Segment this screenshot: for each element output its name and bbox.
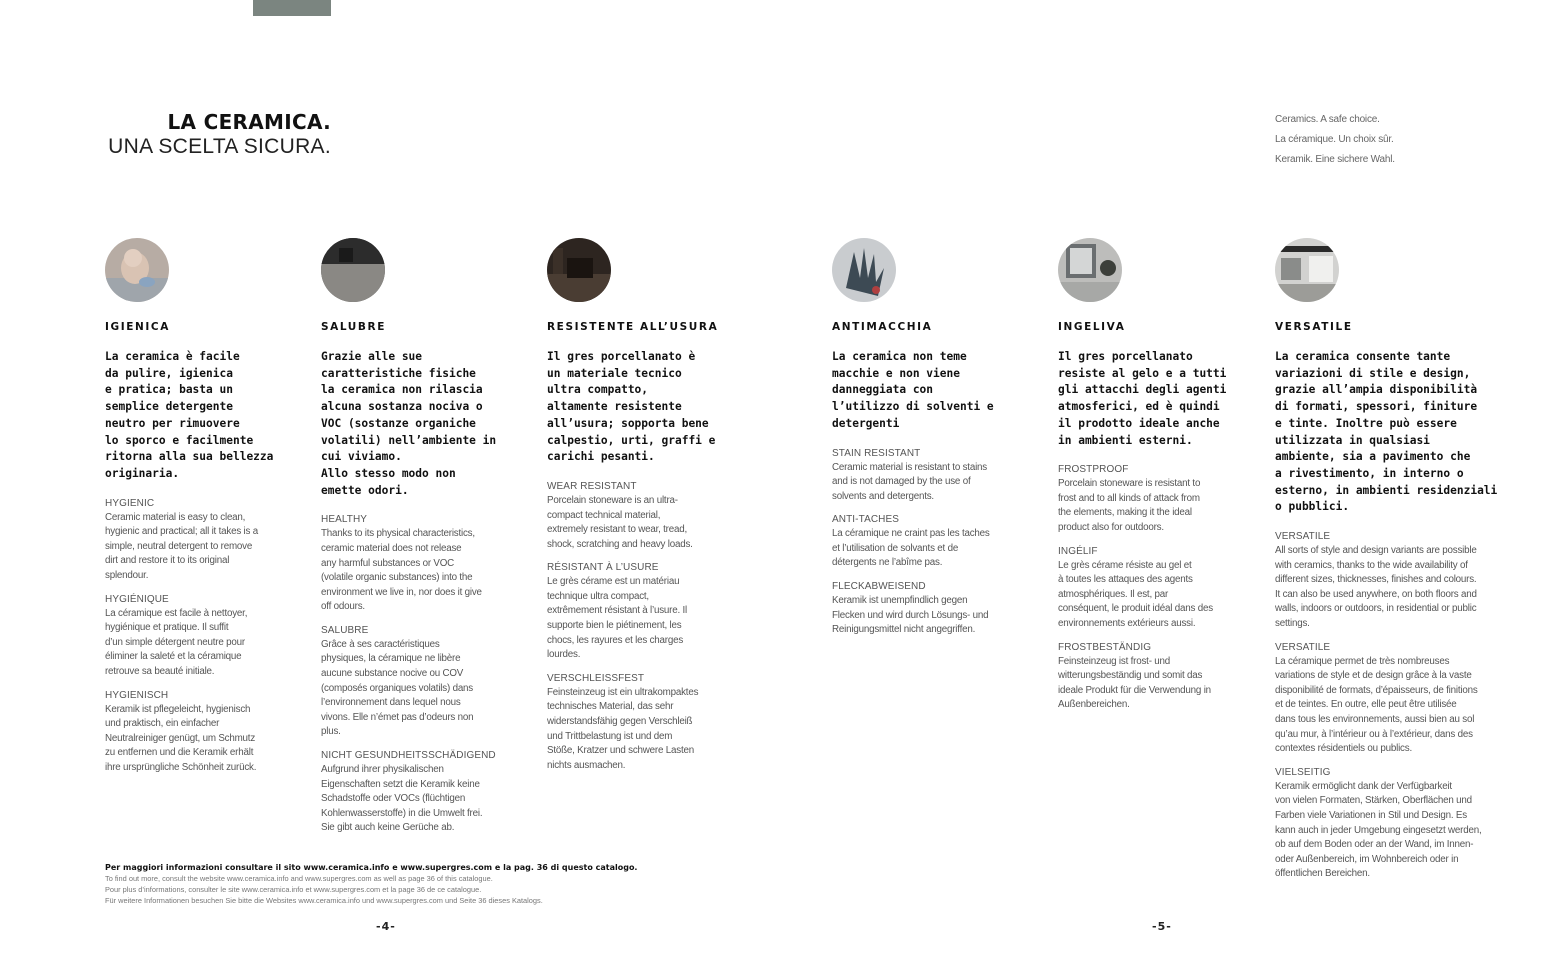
translation-label: INGÉLIF xyxy=(1058,545,1098,557)
translation-label: VERSCHLEISSFEST xyxy=(547,672,645,684)
translation-block xyxy=(1275,766,1515,882)
translation-en: Ceramics. A safe choice. xyxy=(1275,114,1380,125)
translation-block xyxy=(105,497,280,584)
translation-label: HEALTHY xyxy=(321,514,368,526)
translation-block xyxy=(321,513,506,615)
title-light: UNA SCELTA SICURA. xyxy=(108,135,331,158)
translation-block xyxy=(547,672,727,774)
translation-block xyxy=(1275,530,1515,632)
feature-column-antimacchia xyxy=(832,238,1012,647)
feature-column-versatile xyxy=(1275,238,1515,891)
column-heading: IGIENICA xyxy=(105,321,170,333)
translation-text: La céramique ne craint pas les taches et l’utilisation de solvants et de détergents ne l’abîme pas. xyxy=(832,528,990,569)
translation-label: FROSTBESTÄNDIG xyxy=(1058,641,1152,653)
translation-text: La céramique est facile à nettoyer, hygiénique et pratique. Il suffit d’un simple détergent neutre pour éliminer la saleté et la céramique retrouve sa beauté initiale. xyxy=(105,607,248,677)
translation-block xyxy=(1058,641,1243,713)
feature-column-salubre xyxy=(321,238,506,845)
translation-block xyxy=(832,580,1012,638)
translation-label: HYGIENIC xyxy=(105,497,155,509)
translation-label: NICHT GESUNDHEITSSCHÄDIGEND xyxy=(321,750,496,762)
translation-label: SALUBRE xyxy=(321,624,369,636)
translation-text: Thanks to its physical characteristics, ceramic material does not release any harmful substances or VOC (volatile organic substances) into the environment we live in, nor does it give off odours. xyxy=(321,528,482,613)
feature-column-igienica xyxy=(105,238,280,785)
translation-label: VIELSEITIG xyxy=(1275,766,1331,778)
column-lead-text: La ceramica non teme macchie e non viene danneggiata con l’utilizzo di solventi e detergenti xyxy=(832,350,994,430)
translation-label: HYGIÉNIQUE xyxy=(105,593,169,605)
translation-text: Feinsteinzeug ist frost- und witterungsbeständig und somit das ideale Produkt für die Verwendung in Außenbereichen. xyxy=(1058,655,1211,711)
footer-note-fr: Pour plus d’informations, consulter le site www.ceramica.info et www.supergres.com et la page 36 de ce catalogue. xyxy=(105,884,482,894)
translation-text: All sorts of style and design variants are possible with ceramics, thanks to the wide availability of different sizes, thicknesses, finishes and colours. It can also be used anywhere, on both floors and walls, indoors or outdoors, in residential or public settings. xyxy=(1275,545,1477,629)
translation-label: VERSATILE xyxy=(1275,641,1331,653)
page-number-left: -4- xyxy=(376,920,396,933)
child-photo xyxy=(105,238,169,302)
translation-de: Keramik. Eine sichere Wahl. xyxy=(1275,154,1395,165)
footer-note-it: Per maggiori informazioni consultare il sito www.ceramica.info e www.supergres.com e la pag. 36 di questo catalogo. xyxy=(105,863,638,872)
translation-text: Ceramic material is easy to clean, hygienic and practical; all it takes is a simple, neutral detergent to remove dirt and restore it to its original splendour. xyxy=(105,511,258,581)
translation-text: Grâce à ses caractéristiques physiques, la céramique ne libère aucune substance nocive ou COV (composés organiques volatils) dans l’environnement dans lequel nous vivons. Elle n’émet pas d’odeurs non plus. xyxy=(321,638,474,738)
column-lead-text: La ceramica è facile da pulire, igienica e pratica; basta un semplice detergente neutro per rimuovere lo sporco e facilmente ritorna alla sua bellezza originaria. xyxy=(105,350,274,480)
translation-block xyxy=(1058,463,1243,535)
translation-label: RÉSISTANT À L’USURE xyxy=(547,562,659,574)
interior-floor-photo xyxy=(321,238,385,302)
translations-note xyxy=(1275,110,1395,170)
translation-text: Aufgrund ihrer physikalischen Eigenschaften setzt die Keramik keine Schadstoffe oder VOCs (flüchtigen Kohlenwasserstoffe) in die Umwelt frei. Sie gibt auch keine Gerüche ab. xyxy=(321,764,483,834)
outdoor-terrace-photo xyxy=(1058,238,1122,302)
translation-text: La céramique permet de très nombreuses variations de style et de design grâce à la vaste disponibilité de formats, d’épaisseurs, de finitions et de teintes. En outre, elle peut être utilisée dans tous les environnements, aussi bien au sol qu’au mur, à l’intérieur ou à l’extérieur, dans des contextes résidentiels ou publics. xyxy=(1275,655,1478,755)
translation-block xyxy=(547,561,727,663)
translation-label: FROSTPROOF xyxy=(1058,464,1129,476)
translation-block xyxy=(832,513,1012,571)
page-title xyxy=(60,110,331,160)
translation-fr: La céramique. Un choix sûr. xyxy=(1275,134,1394,145)
translation-text: Feinsteinzeug ist ein ultrakompaktes technisches Material, das sehr widerstandsfähig gegen Verschleiß und Trittbelastung ist und dem Stöße, Kratzer und schwere Lasten nichts ausmachen. xyxy=(547,686,699,771)
column-heading: SALUBRE xyxy=(321,321,386,333)
translation-block xyxy=(832,447,1012,505)
translation-block xyxy=(105,689,280,776)
column-heading: INGELIVA xyxy=(1058,321,1126,333)
column-lead-text: Il gres porcellanato resiste al gelo e a tutti gli attacchi degli agenti atmosferici, ed è quindi il prodotto ideale anche in ambienti esterni. xyxy=(1058,350,1227,447)
feature-column-ingeliva xyxy=(1058,238,1243,722)
dark-interior-photo xyxy=(547,238,611,302)
translation-text: Porcelain stoneware is resistant to frost and to all kinds of attack from the elements, making it the ideal product also for outdoors. xyxy=(1058,478,1201,533)
column-heading: RESISTENTE ALL’USURA xyxy=(547,321,719,333)
footer-notes xyxy=(105,862,637,906)
page-tab-marker xyxy=(253,0,331,16)
footer-note-de: Für weitere Informationen besuchen Sie bitte die Websites www.ceramica.info und www.supergres.com und Seite 36 dieses Katalogs. xyxy=(105,895,543,905)
translation-block xyxy=(1058,545,1243,632)
translation-block xyxy=(1275,641,1515,757)
translation-label: WEAR RESISTANT xyxy=(547,480,637,492)
translation-label: FLECKABWEISEND xyxy=(832,581,926,593)
column-lead-text: Grazie alle sue caratteristiche fisiche la ceramica non rilascia alcuna sostanza nociva o VOC (sostanze organiche volatili) nell’ambiente in cui viviamo. Allo stesso modo non emette odori. xyxy=(321,350,497,497)
painted-hands-photo xyxy=(832,238,896,302)
translation-label: ANTI-TACHES xyxy=(832,514,900,526)
translation-block xyxy=(105,593,280,680)
translation-block xyxy=(547,480,727,552)
column-heading: VERSATILE xyxy=(1275,321,1353,333)
translation-block xyxy=(321,624,506,740)
translation-label: HYGIENISCH xyxy=(105,689,169,701)
translation-block xyxy=(321,749,506,836)
translation-text: Porcelain stoneware is an ultra- compact technical material, extremely resistant to wear, tread, shock, scratching and heavy loads. xyxy=(547,494,693,550)
translation-text: Ceramic material is resistant to stains and is not damaged by the use of solvents and detergents. xyxy=(832,461,987,502)
translation-text: Keramik ist pflegeleicht, hygienisch und praktisch, ein einfacher Neutralreiniger genügt, um Schmutz zu entfernen und die Keramik erhält ihre ursprüngliche Schönheit zurück. xyxy=(105,703,257,773)
translation-text: Keramik ist unempfindlich gegen Flecken und wird durch Lösungs- und Reinigungsmittel nicht angegriffen. xyxy=(832,595,989,636)
page-number-right: -5- xyxy=(1152,920,1172,933)
column-heading: ANTIMACCHIA xyxy=(832,321,933,333)
column-lead-text: La ceramica consente tante variazioni di stile e design, grazie all’ampia disponibilità di formati, spessori, finiture e tinte. Inoltre può essere utilizzata in qualsiasi ambiente, sia a pavimento che a rivestimento, in interno o esterno, in ambienti residenziali o pubblici. xyxy=(1275,350,1498,514)
translation-label: VERSATILE xyxy=(1275,531,1331,543)
translation-text: Keramik ermöglicht dank der Verfügbarkeit von vielen Formaten, Stärken, Oberflächen und Farben viele Variationen in Stil und Design. Es kann auch in jeder Umgebung eingesetzt werden, ob auf dem Boden oder an der Wand, im Innen- oder Außenbereich, im Wohnbereich oder in öffentlichen Bereichen. xyxy=(1275,780,1482,880)
translation-text: Le grès cérame est un matériau technique ultra compact, extrêmement résistant à l’usure. Il supporte bien le piétinement, les chocs, les rayures et les charges lourdes. xyxy=(547,576,688,661)
column-lead-text: Il gres porcellanato è un materiale tecnico ultra compatto, altamente resistente all’usura; sopporta bene calpestio, urti, graffi e carichi pesanti. xyxy=(547,350,716,464)
translation-text: Le grès cérame résiste au gel et à toutes les attaques des agents atmosphériques. Il est, par conséquent, le produit idéal dans des environnements extérieurs aussi. xyxy=(1058,559,1213,629)
footer-note-en: To find out more, consult the website www.ceramica.info and www.supergres.com as well as page 36 of this catalogue. xyxy=(105,874,493,883)
kitchen-interior-photo xyxy=(1275,238,1339,302)
title-bold: LA CERAMICA. xyxy=(167,110,331,134)
translation-label: STAIN RESISTANT xyxy=(832,447,921,459)
feature-column-resistente xyxy=(547,238,727,782)
